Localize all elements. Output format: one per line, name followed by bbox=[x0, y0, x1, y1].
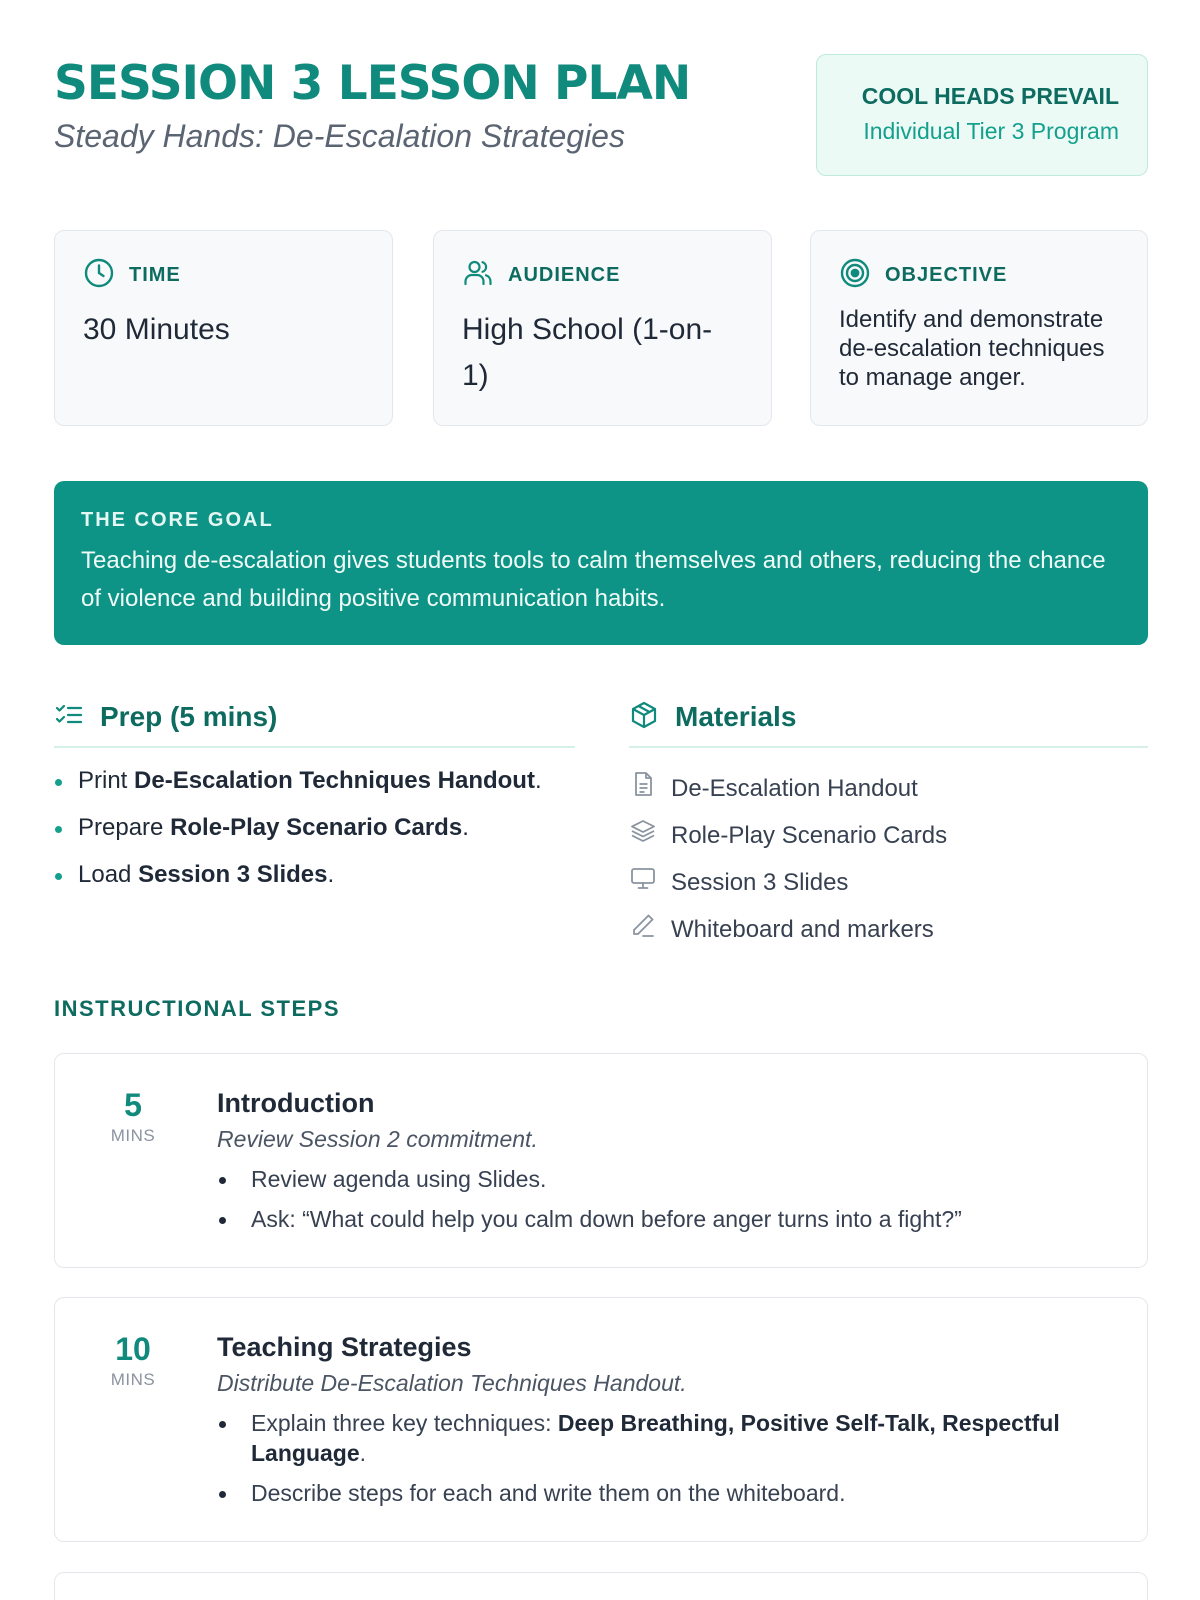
step-minutes: 5 bbox=[124, 1087, 142, 1123]
objective-card bbox=[810, 230, 1148, 426]
step-subtitle: Review Session 2 commitment. bbox=[217, 1126, 538, 1152]
page-subtitle: Steady Hands: De-Escalation Strategies bbox=[54, 118, 625, 154]
header bbox=[54, 52, 1148, 182]
step-subtitle: Distribute De-Escalation Techniques Handout. bbox=[217, 1370, 687, 1396]
materials-item: Whiteboard and markers bbox=[629, 906, 1148, 953]
users-icon bbox=[462, 257, 494, 294]
step-card bbox=[54, 1053, 1148, 1268]
prep-heading bbox=[54, 700, 575, 748]
audience-label: AUDIENCE bbox=[508, 263, 621, 286]
document-icon bbox=[629, 770, 671, 807]
step-body bbox=[217, 1330, 1107, 1518]
step-card bbox=[54, 1297, 1148, 1542]
objective-value: Identify and demonstrate de-escalation techniques to manage anger. bbox=[839, 306, 1105, 391]
lesson-plan-page bbox=[54, 0, 1148, 1600]
step-bullet: Ask: “What could help you calm down before anger turns into a fight?” bbox=[217, 1204, 1107, 1234]
objective-label: OBJECTIVE bbox=[885, 263, 1008, 286]
step-minutes-unit: MINS bbox=[110, 1126, 156, 1145]
materials-item: Role-Play Scenario Cards bbox=[629, 812, 1148, 859]
step-body bbox=[217, 1086, 1107, 1244]
prep-heading-text: Prep (5 mins) bbox=[100, 701, 278, 732]
step-bullets bbox=[217, 1164, 1107, 1234]
step-bullets bbox=[217, 1408, 1107, 1508]
pen-icon bbox=[629, 911, 671, 948]
audience-card bbox=[433, 230, 772, 426]
core-goal-banner bbox=[54, 481, 1148, 645]
program-tier: Individual Tier 3 Program bbox=[863, 118, 1119, 144]
materials-item: Session 3 Slides bbox=[629, 859, 1148, 906]
core-goal-text: Teaching de-escalation gives students tools to calm themselves and others, reducing the chance of violence and building positive communication habits. bbox=[81, 547, 1106, 612]
time-label: TIME bbox=[129, 263, 181, 286]
info-cards bbox=[54, 230, 1148, 426]
step-bullet: Explain three key techniques: Deep Breathing, Positive Self-Talk, Respectful Language. bbox=[217, 1408, 1107, 1468]
program-badge bbox=[816, 54, 1148, 176]
step-minutes: 10 bbox=[115, 1331, 151, 1367]
materials-heading bbox=[629, 700, 1148, 748]
box-icon bbox=[629, 700, 659, 735]
materials-list bbox=[629, 765, 1148, 953]
step-bullet: Describe steps for each and write them on the whiteboard. bbox=[217, 1478, 1107, 1508]
audience-value: High School (1-on-1) bbox=[462, 313, 713, 392]
step-duration bbox=[93, 1330, 173, 1390]
layers-icon bbox=[629, 817, 671, 854]
instructional-steps-heading: INSTRUCTIONAL STEPS bbox=[54, 996, 341, 1021]
step-card-partial bbox=[54, 1572, 1148, 1600]
prep-item: Print De-Escalation Techniques Handout. bbox=[54, 765, 575, 812]
time-value: 30 Minutes bbox=[83, 313, 230, 346]
step-title: Teaching Strategies bbox=[217, 1332, 472, 1362]
monitor-icon bbox=[629, 864, 671, 901]
page-title: SESSION 3 LESSON PLAN bbox=[54, 56, 691, 111]
prep-item: Load Session 3 Slides. bbox=[54, 859, 575, 906]
materials-item: De-Escalation Handout bbox=[629, 765, 1148, 812]
step-duration bbox=[93, 1086, 173, 1146]
step-bullet: Review agenda using Slides. bbox=[217, 1164, 1107, 1194]
checklist-icon bbox=[54, 700, 84, 735]
time-card bbox=[54, 230, 393, 426]
prep-list bbox=[54, 765, 575, 906]
program-name: COOL HEADS PREVAIL bbox=[861, 83, 1119, 109]
clock-icon bbox=[83, 257, 115, 294]
core-goal-label: THE CORE GOAL bbox=[81, 509, 274, 531]
target-icon bbox=[839, 257, 871, 294]
step-minutes-unit: MINS bbox=[110, 1370, 156, 1389]
step-title: Introduction bbox=[217, 1088, 375, 1118]
prep-item: Prepare Role-Play Scenario Cards. bbox=[54, 812, 575, 859]
materials-heading-text: Materials bbox=[675, 701, 797, 732]
